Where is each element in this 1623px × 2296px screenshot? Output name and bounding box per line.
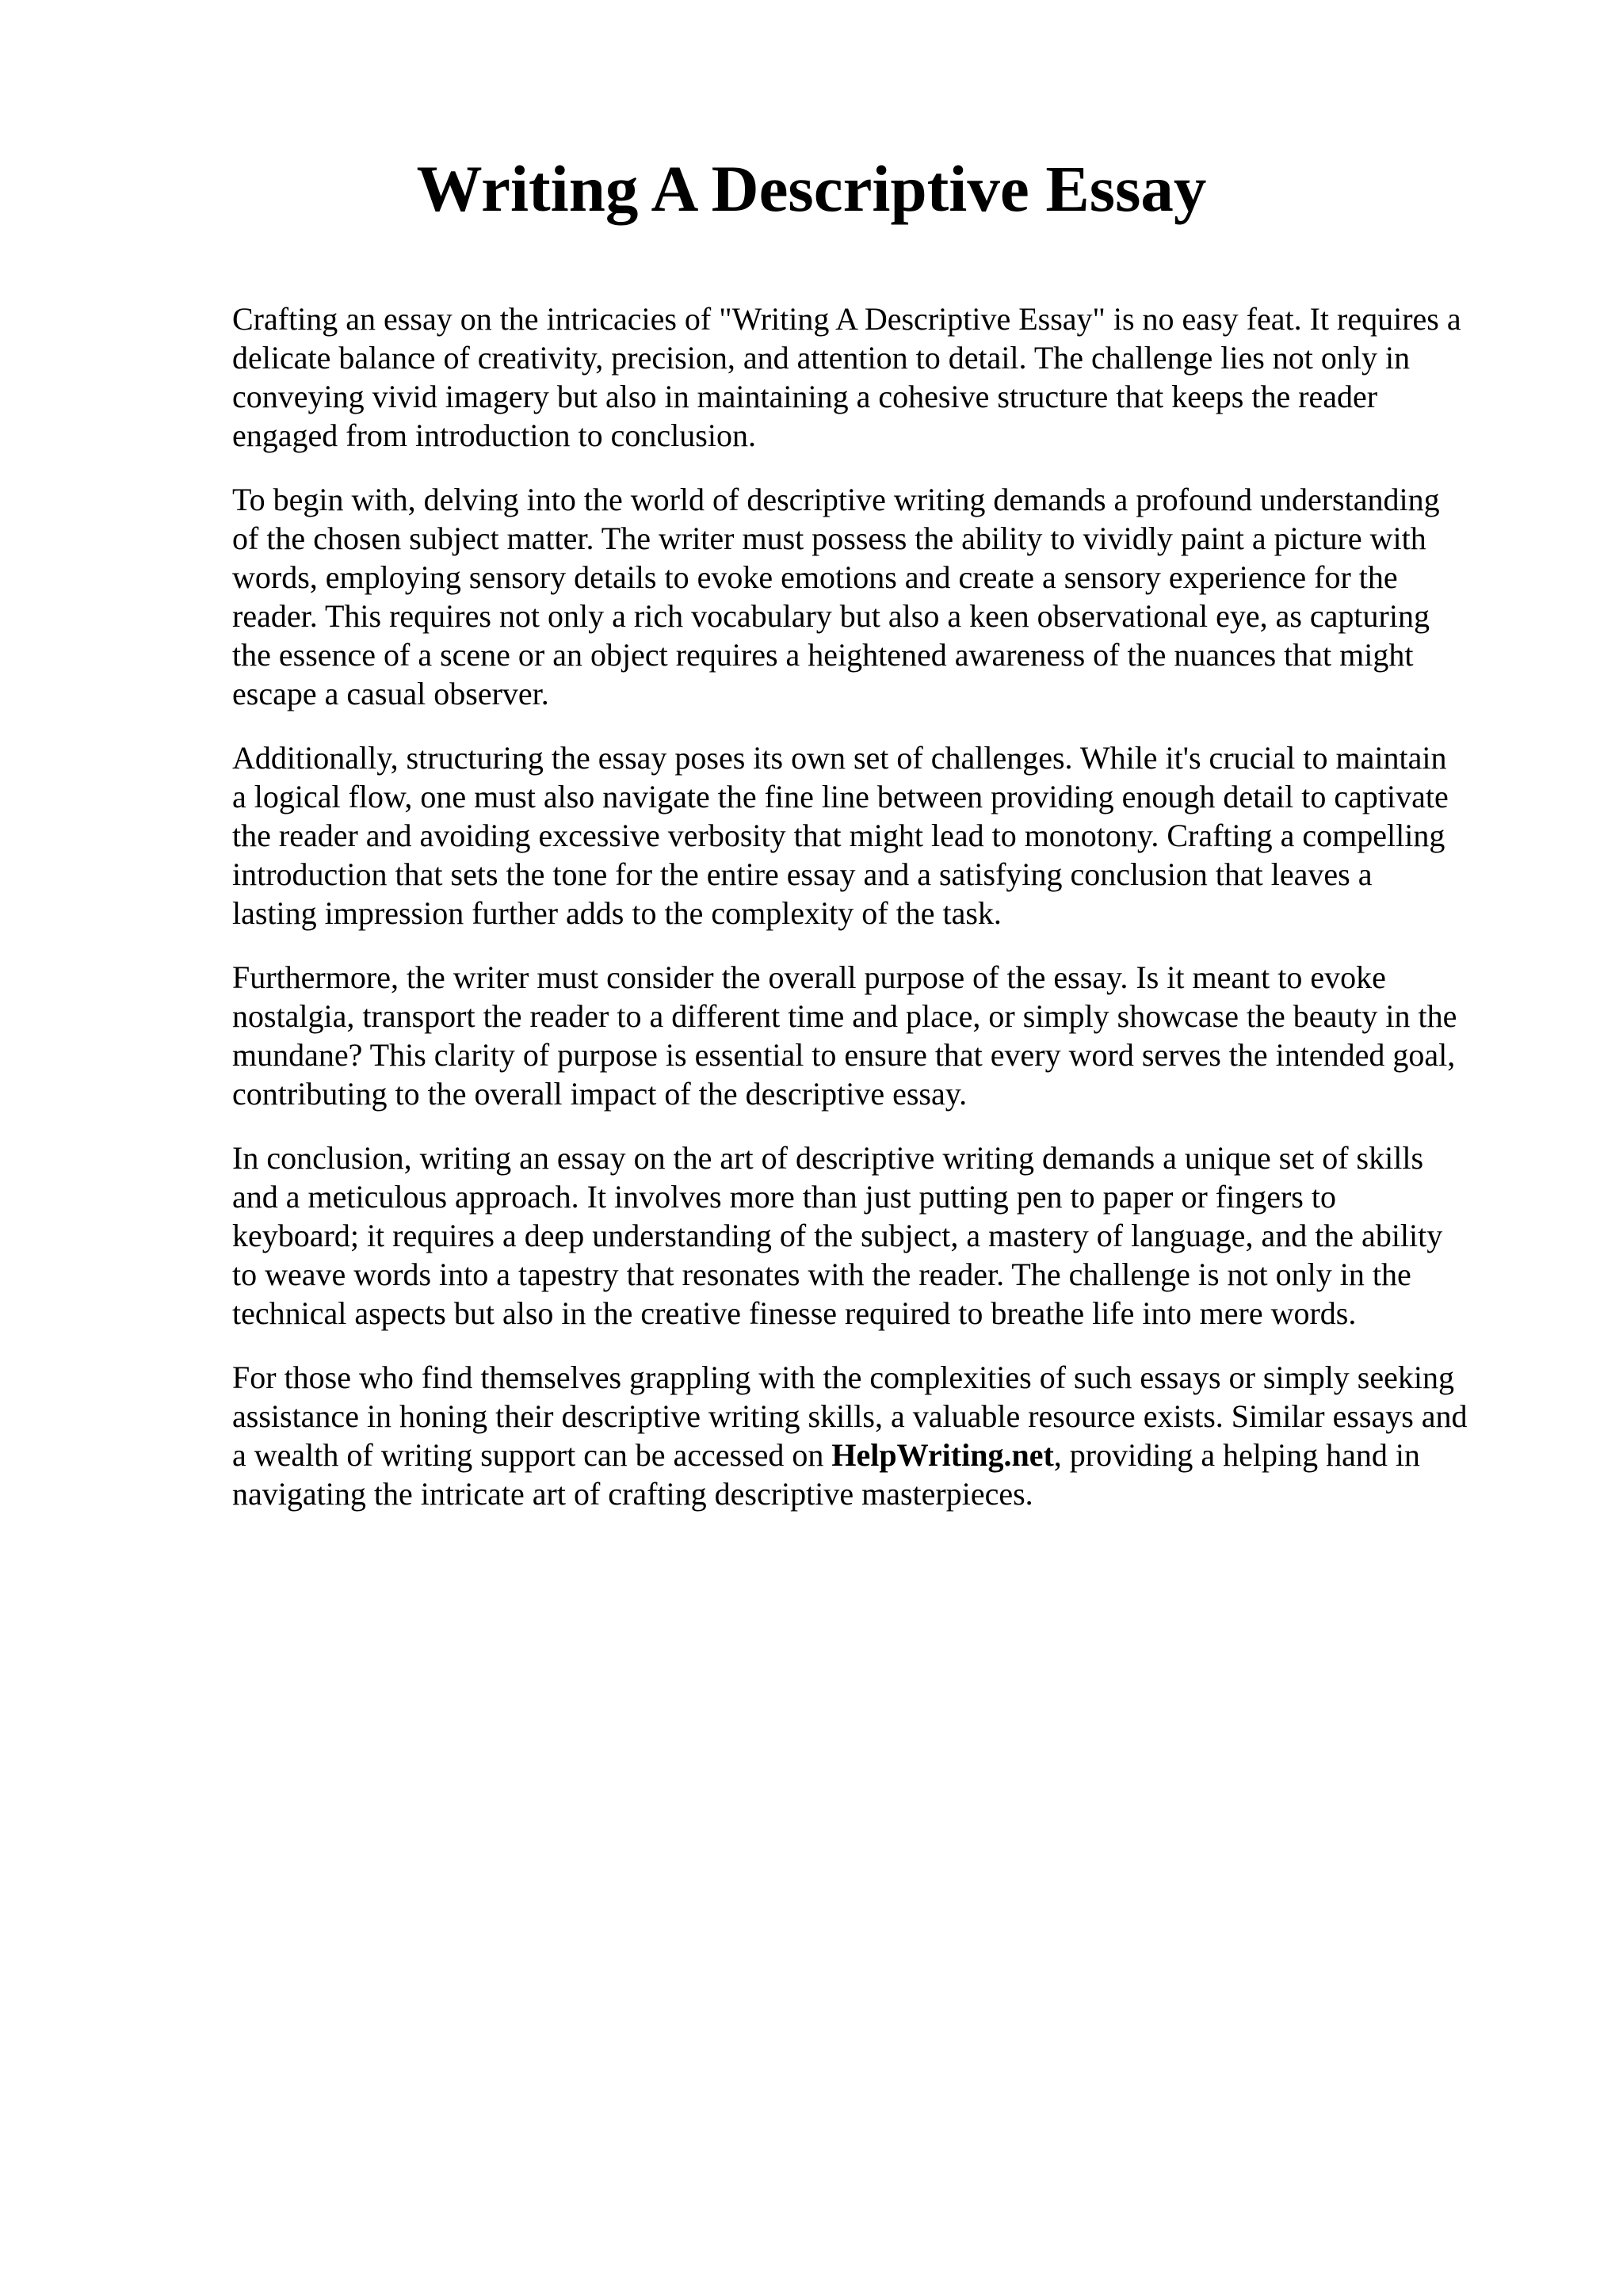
paragraph-purpose bbox=[232, 958, 1524, 1113]
text-line: nostalgia, transport the reader to a different time and place, or simply showcase the beauty in the bbox=[232, 998, 1457, 1034]
text-line: mundane? This clarity of purpose is essential to ensure that every word serves the intended goal, bbox=[232, 1037, 1456, 1073]
text-segment: a wealth of writing support can be accessed on bbox=[232, 1437, 832, 1473]
text-line: keyboard; it requires a deep understanding of the subject, a mastery of language, and the ability bbox=[232, 1218, 1443, 1253]
text-line: contributing to the overall impact of the descriptive essay. bbox=[232, 1076, 968, 1112]
text-line: and a meticulous approach. It involves more than just putting pen to paper or fingers to bbox=[232, 1179, 1336, 1215]
text-line: To begin with, delving into the world of descriptive writing demands a profound understanding bbox=[232, 482, 1440, 517]
text-line: reader. This requires not only a rich vocabulary but also a keen observational eye, as capturing bbox=[232, 598, 1430, 634]
helpwriting-link[interactable]: HelpWriting.net bbox=[831, 1437, 1054, 1473]
text-line: engaged from introduction to conclusion. bbox=[232, 418, 756, 453]
text-line: the essence of a scene or an object requires a heightened awareness of the nuances that might bbox=[232, 637, 1414, 673]
text-line: assistance in honing their descriptive writing skills, a valuable resource exists. Similar essays and bbox=[232, 1398, 1468, 1434]
document-title: Writing A Descriptive Essay bbox=[416, 152, 1207, 225]
text-segment: , providing a helping hand in bbox=[1053, 1437, 1420, 1473]
paragraph-resource bbox=[232, 1358, 1524, 1513]
text-line: conveying vivid imagery but also in maintaining a cohesive structure that keeps the reader bbox=[232, 379, 1378, 414]
text-line: navigating the intricate art of crafting descriptive masterpieces. bbox=[232, 1476, 1033, 1512]
text-line: technical aspects but also in the creative finesse required to breathe life into mere words. bbox=[232, 1295, 1357, 1331]
text-line: to weave words into a tapestry that resonates with the reader. The challenge is not only in the bbox=[232, 1257, 1411, 1292]
text-line: escape a casual observer. bbox=[232, 676, 549, 711]
text-line: Furthermore, the writer must consider the overall purpose of the essay. Is it meant to evoke bbox=[232, 959, 1386, 995]
text-line: a logical flow, one must also navigate the fine line between providing enough detail to captivate bbox=[232, 779, 1449, 814]
text-line: words, employing sensory details to evoke emotions and create a sensory experience for the bbox=[232, 559, 1398, 595]
text-line: In conclusion, writing an essay on the art of descriptive writing demands a unique set of skills bbox=[232, 1140, 1424, 1176]
text-line: the reader and avoiding excessive verbosity that might lead to monotony. Crafting a compelling bbox=[232, 818, 1445, 853]
paragraph-structure bbox=[232, 738, 1524, 933]
text-line: Crafting an essay on the intricacies of "Writing A Descriptive Essay" is no easy feat. It requires a bbox=[232, 301, 1461, 337]
text-line: lasting impression further adds to the complexity of the task. bbox=[232, 895, 1002, 931]
paragraph-conclusion bbox=[232, 1138, 1524, 1333]
text-line: delicate balance of creativity, precision, and attention to detail. The challenge lies not only in bbox=[232, 340, 1411, 376]
paragraph-subject-matter bbox=[232, 480, 1524, 713]
document-body bbox=[232, 299, 1524, 1539]
text-line-with-link bbox=[232, 1436, 1524, 1474]
text-line: introduction that sets the tone for the entire essay and a satisfying conclusion that leaves a bbox=[232, 856, 1373, 892]
text-line: of the chosen subject matter. The writer must possess the ability to vividly paint a picture with bbox=[232, 521, 1426, 556]
text-line: Additionally, structuring the essay poses its own set of challenges. While it's crucial to maintain bbox=[232, 740, 1447, 776]
text-line: For those who find themselves grappling with the complexities of such essays or simply seeking bbox=[232, 1360, 1454, 1395]
paragraph-intro bbox=[232, 299, 1524, 455]
